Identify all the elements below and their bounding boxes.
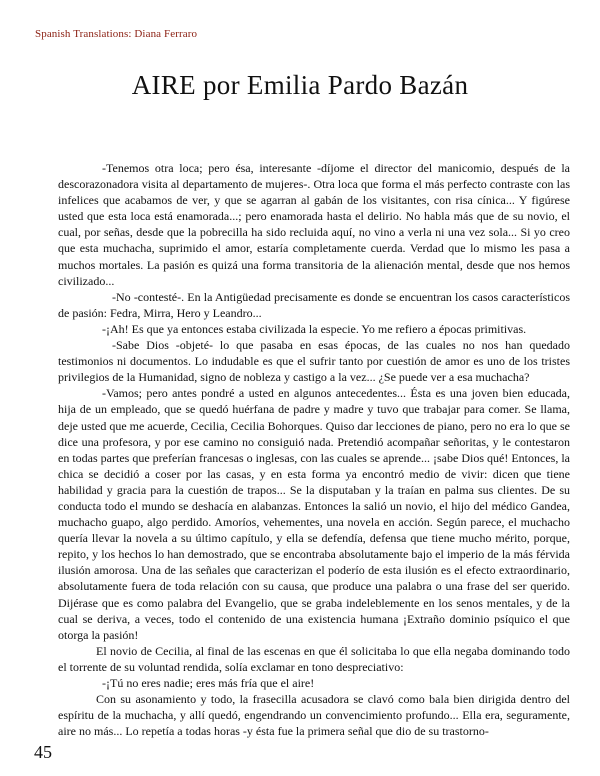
paragraph: -Sabe Dios -objeté- lo que pasaba en esas épocas, de las cuales no nos han quedado testimonios ni documentos. Lo indudable es que el sufrir tanto por cuestión de amor es uno de los tristes privilegios de la Humanidad, signo de nobleza y castigo a la vez... ¿Se puede ver a esa muchacha?: [58, 338, 570, 385]
page-number: 45: [34, 742, 52, 762]
paragraph: -¡Tú no eres nadie; eres más fría que el aire!: [102, 676, 315, 690]
paragraph: Con su asonamiento y todo, la frasecilla acusadora se clavó como bala bien dirigida dentro del espíritu de la muchacha, y allí quedó, engendrando un convencimiento profundo... Ella era, seguramente, aire no más... Lo repetía a todas horas -y ésta fue la primera señal que dio de su trastorno-: [58, 692, 570, 739]
running-header: Spanish Translations: Diana Ferraro: [35, 28, 198, 40]
paragraph: -No -contesté-. En la Antigüedad precisamente es donde se encuentran los casos característicos de pasión: Fedra, Mirra, Hero y Leandro...: [58, 289, 570, 320]
paragraph: -Vamos; pero antes pondré a usted en algunos antecedentes... Ésta es una joven bien educada, hija de un empleado, que se quedó huérfana de padre y madre y tuvo que trabajar para comer. Se llama, deje usted que me acuerde, Cecilia, Cecilia Bohorques. Quiso dar lecciones de piano, pero no era lo que se dice una profesora, y por ese camino no consiguió nada. Pretendió acompañar señoritas, y le contestaron en todas partes que preferían francesas o inglesas, con las cuales se aprende... ¡sabe Dios qué! Entonces, la chica se decidió a coser por las casas, y en esta forma ya encontró medio de vivir: dicen que tiene habilidad y gracia para la cuestión de trapos... Se la disputaban y la traían en palma sus clientes. De su conducta todo el mundo se deshacía en alabanzas. Entonces la salió un novio, el hijo del médico Gandea, muchacho guapo, algo perdido. Amoríos, vehementes, una novela en acción. Según parece, el muchacho quería llevar la novela a su último capítulo, y ella se defendía, defensa que tiene mucho mérito, porque, repito, y los hechos lo han demostrado, que se encontraba absolutamente bajo el imperio de la más férvida ilusión amorosa. Una de las señales que caracterizan el poderío de esta ilusión es el efecto extraordinario, absolutamente fuera de toda relación con su causa, que produce una palabra o una frase del ser querido. Dijérase que es como palabra del Evangelio, que se graba indeleblemente en los senos mentales, y de la cual se deriva, a veces, todo el contenido de una existencia humana ¡Extraño dominio psíquico el que otorga la pasión!: [58, 386, 570, 642]
story-body: [58, 160, 570, 739]
paragraph: El novio de Cecilia, al final de las escenas en que él solicitaba lo que ella negaba dominando todo el torrente de su voluntad rendida, solía exclamar en tono despreciativo:: [58, 643, 570, 674]
story-title: AIRE por Emilia Pardo Bazán: [131, 70, 469, 100]
paragraph: -Tenemos otra loca; pero ésa, interesante -díjome el director del manicomio, después de la descorazonadora visita al departamento de mujeres-. Otra loca que forma el más perfecto contraste con las infelices que acabamos de ver, y que se agarran al gabán de los visitantes, con risa cínica... Y figúrese usted que esta loca está enamorada...; pero enamorada hasta el delirio. No habla más que de su novio, el cual, por señas, desde que la pobrecilla ha sido recluida aquí, no vino a verla ni una vez sola... Si yo creo que esta muchacha, suprimido el amor, estaría completamente cuerda. Verdad que lo mismo les pasa a muchos mortales. La pasión es quizá una forma transitoria de la alienación mental, desde que nos hemos civilizado...: [58, 161, 570, 288]
paragraph: -¡Ah! Es que ya entonces estaba civilizada la especie. Yo me refiero a épocas primitivas.: [102, 321, 527, 336]
